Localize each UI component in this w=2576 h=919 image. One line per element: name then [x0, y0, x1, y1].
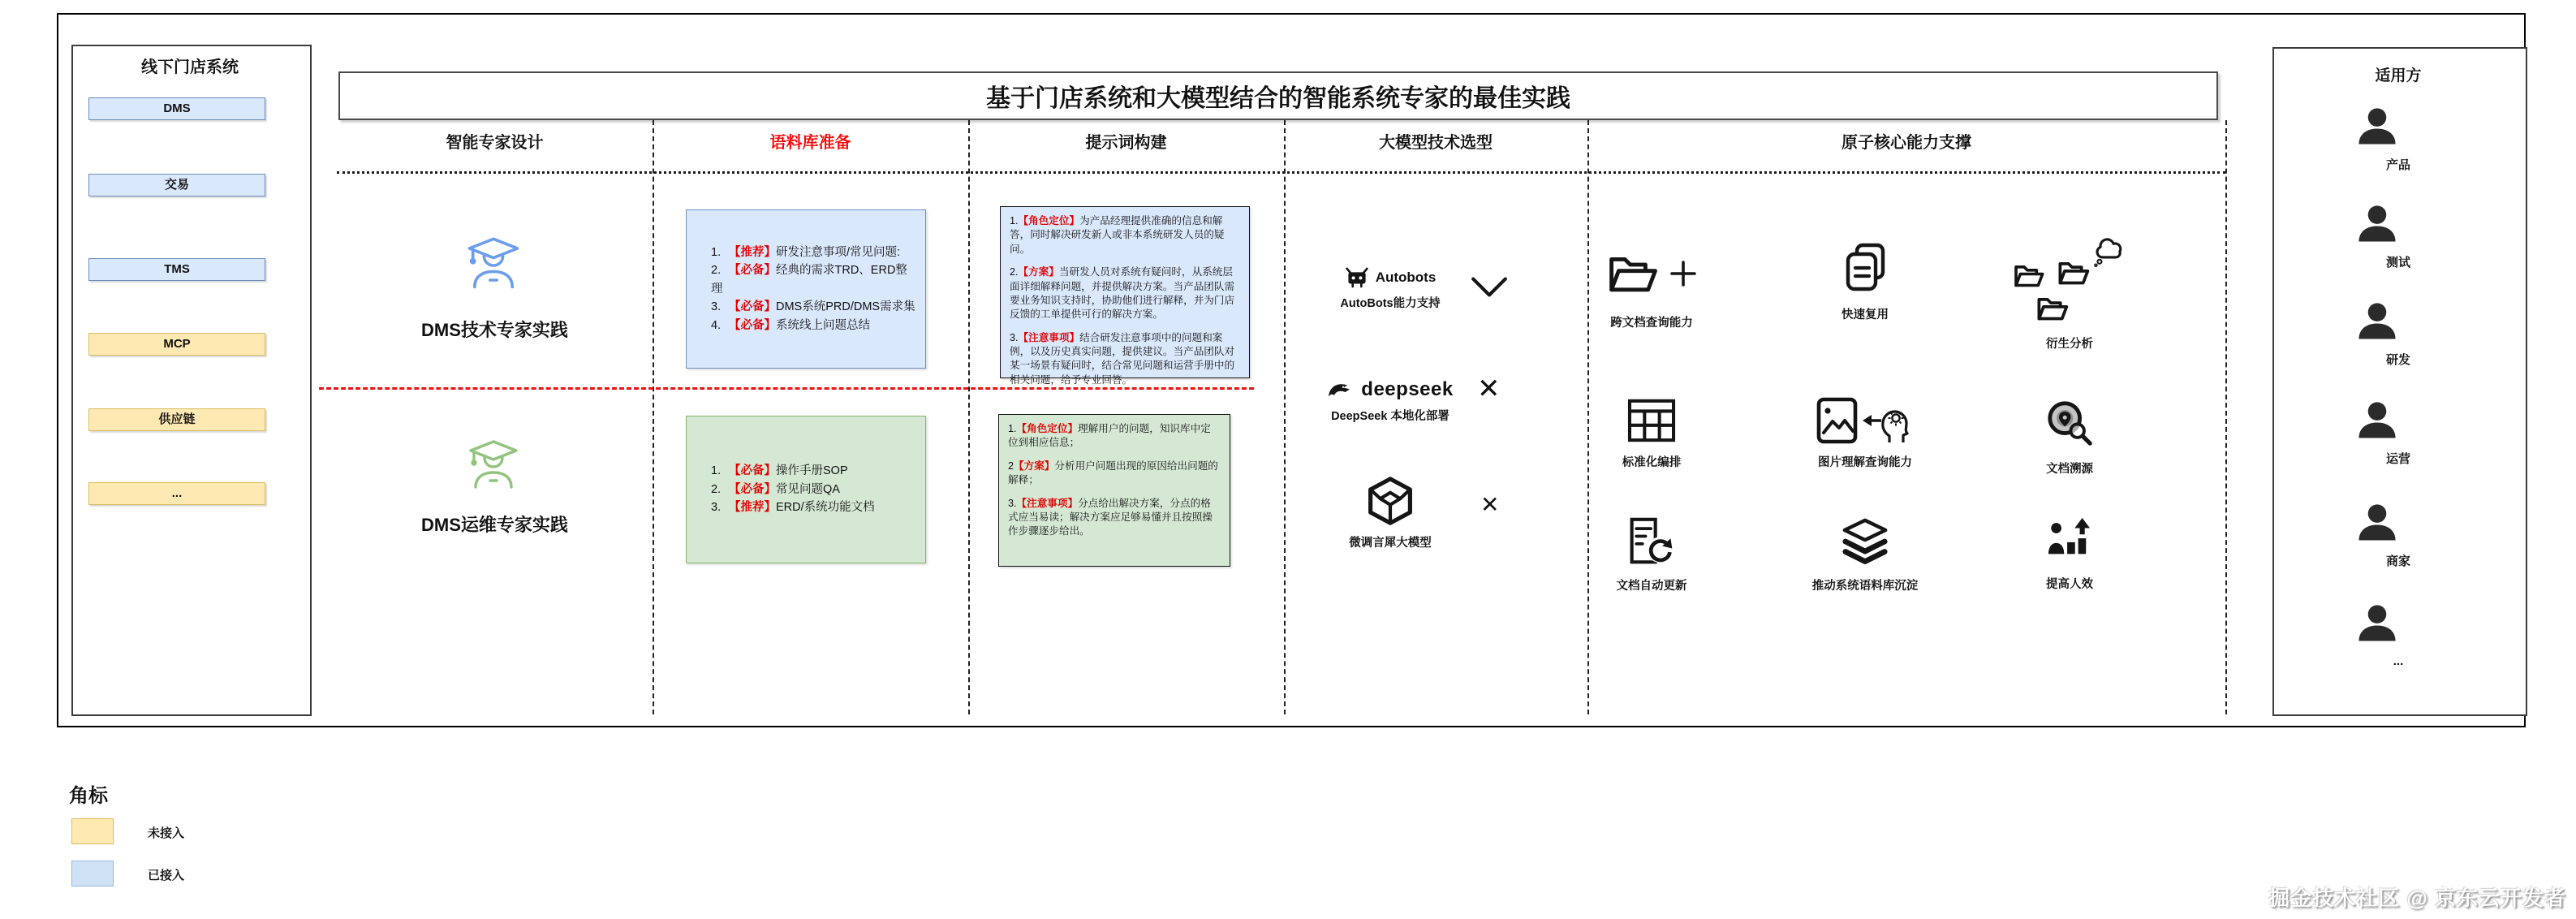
applicable-parties-title: 适用方 — [2375, 67, 2422, 84]
role-label-rd: 研发 — [2385, 353, 2410, 367]
capability-doc-tracing: 文档溯源 — [1972, 398, 2167, 477]
capability-image-understanding: 图片理解查询能力 — [1768, 396, 1962, 470]
model-label-autobots: AutoBots能力支持 — [1340, 297, 1441, 310]
deepseek-whale-icon — [1327, 379, 1355, 401]
deepseek-brand-text: deepseek — [1361, 378, 1454, 400]
corpus-item: 1. 【推荐】研发注意事项/常见问题: — [711, 245, 901, 259]
capability-corpus-accumulation: 推动系统语料库沉淀 — [1768, 518, 1962, 593]
applicable-parties-panel — [2272, 47, 2527, 716]
prompt-paragraph: 2.【方案】当研发人员对系统有疑问时，从系统层面详细解释问题，并提供解决方案。当产品团队需要业务知识支持时，协助他们进行解释，并为门店反馈的工单提供可行的解决方案。 — [1010, 266, 1235, 321]
thought-bubble-icon — [2092, 237, 2128, 268]
capability-improve-efficiency: 提高人效 — [1972, 518, 2167, 592]
person-avatar-icon — [2356, 502, 2398, 542]
prompt-box-tech — [1000, 206, 1250, 386]
capability-derived-analysis: 衍生分析 — [1972, 237, 2167, 343]
column-header-expert-design: 智能专家设计 — [446, 134, 544, 152]
person-avatar-icon — [2356, 106, 2398, 146]
system-box-trade: 交易 — [88, 174, 265, 196]
system-box-supply-chain: 供应链 — [88, 408, 265, 431]
person-avatar-icon — [2356, 203, 2398, 244]
corpus-item: 3. 【推荐】ERD/系统功能文档 — [711, 501, 875, 515]
copy-documents-icon — [1842, 242, 1888, 292]
column-header-atomic-capability: 原子核心能力支撑 — [1842, 134, 1971, 152]
offline-store-panel — [71, 45, 312, 716]
role-label-merchant: 商家 — [2385, 554, 2410, 568]
system-box-mcp: MCP — [88, 333, 265, 356]
corpus-item: 1. 【必备】操作手册SOP — [711, 464, 848, 478]
capability-fast-reuse: 快速复用 — [1768, 242, 1962, 322]
capability-doc-auto-update: 文档自动更新 — [1554, 516, 1749, 593]
model-option-autobots — [1284, 266, 1497, 311]
person-avatar-icon — [2356, 602, 2398, 643]
legend-title: 角标 — [69, 785, 108, 807]
column-header-corpus-prep: 语料库准备 — [769, 134, 851, 152]
column-divider-5 — [2225, 120, 2227, 714]
expert-name-ops: DMS运维专家实践 — [421, 515, 568, 535]
corpus-box-ops — [686, 416, 926, 563]
prompt-paragraph: 1.【角色定位】为产品经理提供准确的信息和解答，同时解决研发新人或非本系统研发人员的疑问。 — [1010, 215, 1225, 255]
capability-cross-doc-query: 跨文档查询能力 — [1554, 244, 1749, 330]
system-box-more: ... — [88, 482, 265, 505]
yanxi-cube-icon — [1366, 476, 1415, 528]
autobots-brand-text: Autobots — [1375, 269, 1437, 285]
corpus-box-tech — [686, 209, 926, 369]
autobots-robot-icon — [1345, 266, 1369, 288]
prompt-box-ops — [998, 414, 1230, 567]
outer-frame — [57, 13, 2526, 727]
role-label-test: 测试 — [2385, 256, 2410, 270]
model-label-deepseek: DeepSeek 本地化部署 — [1331, 410, 1450, 423]
capability-standardized-layout: 标准化编排 — [1554, 398, 1749, 470]
header-separator-dotted-line — [337, 171, 2225, 174]
column-divider-2 — [968, 120, 970, 714]
prompt-paragraph: 3.【注意事项】结合研发注意事项中的问题和案例，以及历史真实问题，提供建议。当产品团队对某一场景有疑问时，结合常见问题和运营手册中的相关问题，给予专业回答。 — [1010, 331, 1235, 386]
expert-rows-divider-red-line — [319, 387, 1254, 390]
column-header-prompt-build: 提示词构建 — [1085, 134, 1167, 152]
watermark: 掘金技术社区 @ 京东云开发者 — [2268, 886, 2566, 910]
diagram-title: 基于门店系统和大模型结合的智能系统专家的最佳实践 — [338, 71, 2218, 120]
legend-swatch-not-connected — [71, 818, 114, 844]
open-folder-icon — [2035, 294, 2070, 323]
corpus-item: 2. 【必备】常见问题QA — [711, 482, 840, 496]
check-icon — [1471, 276, 1508, 299]
role-label-operations: 运营 — [2385, 452, 2410, 466]
magnifier-pin-icon — [2044, 398, 2095, 448]
prompt-paragraph: 2【方案】分析用户问题出现的原因给出问题的解释； — [1008, 460, 1218, 486]
prompt-paragraph: 1.【角色定位】理解用户的问题，知识库中定位到相应信息； — [1008, 423, 1211, 449]
model-label-yanxi: 微调言犀大模型 — [1349, 537, 1432, 550]
open-folder-icon — [2013, 261, 2045, 290]
person-avatar-icon — [2356, 399, 2398, 440]
cross-icon: ✕ — [1480, 492, 1500, 517]
model-option-yanxi — [1284, 476, 1500, 550]
system-box-dms: DMS — [88, 97, 265, 120]
image-understanding-icon — [1816, 396, 1914, 445]
person-avatar-icon — [2356, 300, 2398, 341]
expert-name-tech: DMS技术专家实践 — [421, 320, 568, 340]
role-label-more: ... — [2393, 654, 2404, 668]
legend-swatch-connected — [71, 861, 114, 887]
person-chart-icon — [2046, 518, 2093, 562]
table-icon — [1626, 398, 1677, 443]
legend-label-connected: 已接入 — [148, 869, 185, 882]
plus-icon — [1669, 260, 1697, 287]
system-box-tms: TMS — [88, 258, 265, 281]
open-folder-icon — [2057, 258, 2091, 287]
layers-icon — [1840, 518, 1890, 565]
corpus-item: 3. 【必备】DMS系统PRD/DMS需求集 — [711, 300, 915, 314]
column-header-model-selection: 大模型技术选型 — [1379, 134, 1493, 152]
role-label-product: 产品 — [2385, 158, 2410, 172]
cross-icon: ✕ — [1477, 373, 1501, 404]
open-folder-icon — [1606, 250, 1660, 297]
legend-label-not-connected: 未接入 — [148, 826, 185, 840]
prompt-paragraph: 3.【注意事项】分点给出解决方案，分点的格式应当易读；解决方案应足够易懂并且按照操作步骤逐步给出。 — [1008, 497, 1213, 537]
graduate-expert-icon-tech — [463, 234, 524, 296]
graduate-expert-icon-ops — [464, 437, 523, 495]
column-divider-1 — [653, 120, 654, 714]
model-option-deepseek — [1284, 378, 1497, 424]
offline-store-panel-title: 线下门店系统 — [141, 58, 239, 76]
doc-refresh-icon — [1627, 516, 1676, 567]
corpus-item: 4. 【必备】系统线上问题总结 — [711, 318, 870, 332]
corpus-item: 2. 【必备】经典的需求TRD、ERD整理 — [711, 264, 907, 296]
